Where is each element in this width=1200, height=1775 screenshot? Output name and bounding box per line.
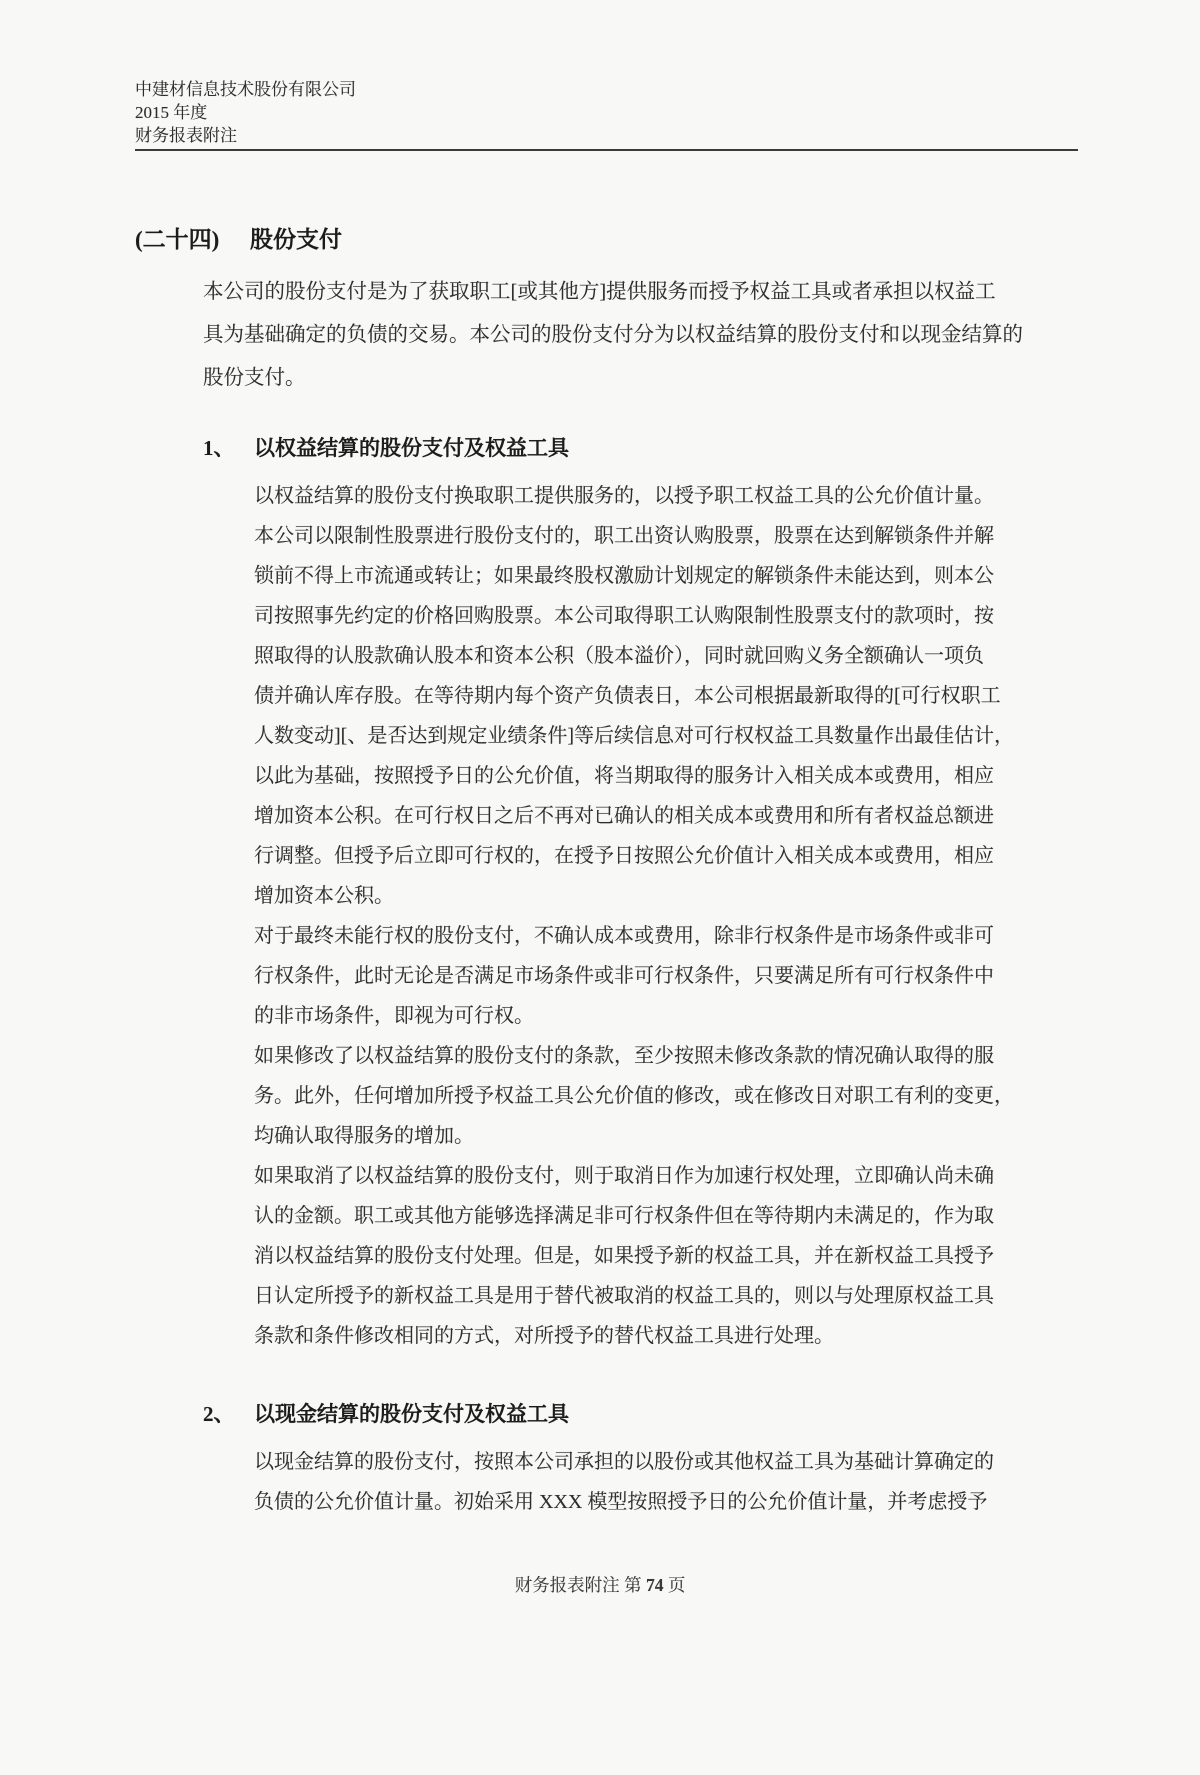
text-line: 人数变动][、是否达到规定业绩条件]等后续信息对可行权权益工具数量作出最佳估计， — [254, 725, 1014, 747]
text-line: 照取得的认股款确认股本和资本公积（股本溢价），同时就回购义务全额确认一项负 — [254, 645, 984, 667]
text-line: 增加资本公积。在可行权日之后不再对已确认的相关成本或费用和所有者权益总额进 — [254, 805, 994, 827]
text-line: 条款和条件修改相同的方式，对所授予的替代权益工具进行处理。 — [254, 1325, 834, 1347]
text-line: 以权益结算的股份支付换取职工提供服务的，以授予职工权益工具的公允价值计量。 — [254, 485, 994, 507]
text-line: 负债的公允价值计量。初始采用 XXX 模型按照授予日的公允价值计量，并考虑授予 — [254, 1491, 988, 1513]
subsection-1-title: 以权益结算的股份支付及权益工具 — [254, 436, 569, 460]
text-line: 消以权益结算的股份支付处理。但是，如果授予新的权益工具，并在新权益工具授予 — [254, 1245, 994, 1267]
text-line: 务。此外，任何增加所授予权益工具公允价值的修改，或在修改日对职工有利的变更， — [254, 1085, 1014, 1107]
text-line: 对于最终未能行权的股份支付，不确认成本或费用，除非行权条件是市场条件或非可 — [254, 925, 994, 947]
text-line: 行权条件，此时无论是否满足市场条件或非可行权条件，只要满足所有可行权条件中 — [254, 965, 994, 987]
section-heading — [135, 223, 1200, 257]
text-line: 股份支付。 — [203, 367, 306, 389]
header-divider — [135, 149, 1078, 151]
subsection-1-number: 1、 — [203, 436, 235, 460]
text-line: 认的金额。职工或其他方能够选择满足非可行权条件但在等待期内未满足的，作为取 — [254, 1205, 994, 1227]
text-line: 如果取消了以权益结算的股份支付，则于取消日作为加速行权处理，立即确认尚未确 — [254, 1165, 994, 1187]
footer-page-prefix: 第 — [624, 1575, 642, 1595]
text-line: 本公司以限制性股票进行股份支付的，职工出资认购股票，股票在达到解锁条件并解 — [254, 525, 994, 547]
text-line: 如果修改了以权益结算的股份支付的条款，至少按照未修改条款的情况确认取得的服 — [254, 1045, 994, 1067]
subsection-2-body — [254, 1442, 1200, 1522]
section-title: 股份支付 — [250, 227, 342, 252]
footer-label: 财务报表附注 — [514, 1575, 620, 1595]
text-line: 本公司的股份支付是为了获取职工[或其他方]提供服务而授予权益工具或者承担以权益工 — [203, 281, 996, 303]
text-line: 具为基础确定的负债的交易。本公司的股份支付分为以权益结算的股份支付和以现金结算的 — [203, 324, 1023, 346]
fiscal-year: 2015 年度 — [135, 103, 208, 122]
subsection-2-title: 以现金结算的股份支付及权益工具 — [254, 1402, 569, 1426]
text-line: 增加资本公积。 — [254, 885, 394, 907]
text-line: 锁前不得上市流通或转让；如果最终股权激励计划规定的解锁条件未能达到，则本公 — [254, 565, 994, 587]
subsection-2-number: 2、 — [203, 1402, 235, 1426]
text-line: 以现金结算的股份支付，按照本公司承担的以股份或其他权益工具为基础计算确定的 — [254, 1451, 994, 1473]
company-name: 中建材信息技术股份有限公司 — [135, 80, 356, 99]
text-line: 日认定所授予的新权益工具是用于替代被取消的权益工具的，则以与处理原权益工具 — [254, 1285, 994, 1307]
text-line: 司按照事先约定的价格回购股票。本公司取得职工认购限制性股票支付的款项时，按 — [254, 605, 994, 627]
text-line: 行调整。但授予后立即可行权的，在授予日按照公允价值计入相关成本或费用，相应 — [254, 845, 994, 867]
intro-paragraph — [203, 271, 1200, 400]
document-header — [135, 78, 1200, 147]
doc-title: 财务报表附注 — [135, 126, 237, 145]
text-line: 的非市场条件，即视为可行权。 — [254, 1005, 534, 1027]
text-line: 以此为基础，按照授予日的公允价值，将当期取得的服务计入相关成本或费用，相应 — [254, 765, 994, 787]
subsection-1-body — [254, 476, 1200, 1356]
subsection-1-heading — [203, 432, 1200, 464]
footer-page-suffix: 页 — [667, 1575, 686, 1595]
text-line: 债并确认库存股。在等待期内每个资产负债表日，本公司根据最新取得的[可行权职工 — [254, 685, 1001, 707]
page-footer — [0, 1572, 1200, 1598]
section-number: (二十四) — [135, 227, 220, 252]
subsection-2-heading — [203, 1398, 1200, 1430]
page-number: 74 — [645, 1575, 664, 1595]
page-root — [0, 78, 1200, 1775]
text-line: 均确认取得服务的增加。 — [254, 1125, 474, 1147]
